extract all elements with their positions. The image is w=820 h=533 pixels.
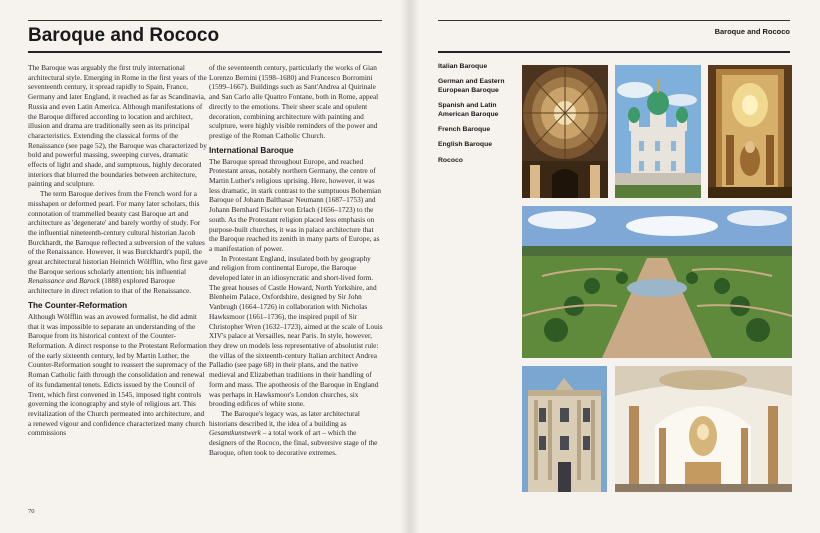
paragraph: The term Baroque derives from the French word for a misshapen or deformed pearl. For many later scholars, this connotation of trammelled beauty cast Baroque art and architecture as 'degenerate' and barely worthy of study. For the influential nineteenth-century cultural historian Jacob Burckhardt, the Baroque reflected a subversion of the values of the Renaissance. However, it was Burckhardt's pupil, the great architectural historian Heinrich Wölfflin, who first gave the Baroque serious scholarly attention; his influential Renaissance and Barock (1888) explored Baroque architecture in direct relation to that of the Renaissance.	[28, 189, 208, 296]
running-head: Baroque and Rococo	[714, 27, 790, 36]
term-gesamtkunstwerk: Gesamtkunstwerk	[209, 428, 261, 438]
church-exterior-photo	[615, 65, 701, 198]
section-heading-counter-reformation: The Counter-Reformation	[28, 300, 128, 310]
nav-item-rococo[interactable]: Rococo	[438, 156, 463, 164]
palace-facade-photo	[522, 366, 607, 492]
gilded-altar-photo	[708, 65, 792, 198]
book-title: Renaissance and Barock	[28, 276, 100, 286]
text-column-1	[28, 63, 208, 438]
nav-item-french-baroque[interactable]: French Baroque	[438, 126, 491, 134]
text-column-2	[209, 63, 383, 457]
paragraph: In Protestant England, insulated both by geography and religion from continental Europe, the Baroque developed later in an idiosyncratic and short-lived form. The great houses of Castle Howard, North Yorkshire, and Blenheim Palace, Oxfordshire, designed by Sir John Vanbrugh (1664–1726) in collaboration with Nicholas Hawksmoor (1661–1736), the inspired pupil of Sir Christopher Wren (1632–1723), aimed at the scale of Louis XIV's palace at Versailles, near Paris. In style, however, they drew on models less representative of absolutist rule: the villas of the sixteenth-century Italian architect Andrea Palladio (see page 68) in their plans, and the native medieval and Elizabethan traditions in their handling of form and mass. The apotheosis of the Baroque in England was perhaps in Hawksmoor's London churches, six brooding edifices of white stone.	[209, 253, 383, 409]
title-rule	[28, 51, 382, 53]
section-heading-international-baroque: International Baroque	[209, 145, 294, 155]
chapter-nav	[438, 63, 518, 172]
nav-item-spanish-baroque[interactable]: Spanish and Latin American Baroque	[438, 102, 499, 118]
rococo-interior-photo	[615, 366, 792, 492]
nav-item-english-baroque[interactable]: English Baroque	[438, 141, 493, 149]
page-title: Baroque and Rococo	[28, 25, 220, 46]
paragraph: The Baroque's legacy was, as later architectural historians described it, the idea of a building as Gesamtkunstwerk – a total work of art – which the designers of the Rococo, the final, subversive stage of the Baroque, often took to decorative extremes.	[209, 408, 378, 457]
right-page	[410, 0, 820, 533]
book-gutter	[400, 0, 420, 533]
paragraph: The Baroque was arguably the first truly international architectural style. Emerging in Rome in the first years of the seventeenth century, it spread rapidly to Spain, France, Germany and later England, it reached as far as Scandinavia, Russia and even Latin America. Although manifestations of the Baroque differed according to location and architect, illusion and drama are traditionally seen as its principal characteristics. Extending the classical forms of the Renaissance (see page 52), the Baroque was characterized by bold and powerful massing, sweeping curves, dramatic effects of light and shade, and sumptuous, highly decorated interiors that blurred the boundaries between architecture, painting and sculpture.	[28, 63, 207, 189]
nav-item-italian-baroque[interactable]: Italian Baroque	[438, 63, 488, 70]
header-rule	[438, 51, 790, 53]
paragraph: Although Wölfflin was an avowed formalist, he did admit that it was impossible to separate an understanding of the Baroque from its historical context of the Counter-Reformation. A direct response to the Protestant Reformation of the early sixteenth century, led by Martin Luther, the Counter-Reformation sought to reassert the supremacy of the Roman Catholic faith through the consolidation and renewal of its fundamental tenets. Edicts issued by the Council of Trent, which first convened in 1545, imposed tight controls governing the iconography and style of religious art. This revitalization of the Church permeated into architecture, and a renewed vigour and confidence characterized many church commissions	[28, 311, 207, 438]
top-rule	[438, 20, 790, 21]
dome-interior-photo	[522, 65, 608, 198]
formal-garden-photo	[522, 206, 792, 358]
page-number: 70	[28, 508, 35, 515]
top-rule	[28, 20, 382, 21]
paragraph: of the seventeenth century, particularly the works of Gian Lorenzo Bernini (1598–1680) and Francesco Borromini (1599–1667). Buildings such as Sant'Andrea al Quirinale and San Carlo alle Quattro Fontane, both in Rome, appeal directly to the emotions. Their sheer scale and opulent decoration, combining architecture with painting and sculpture, were highly visible reminders of the power and prestige of the Roman Catholic Church.	[209, 63, 379, 140]
nav-item-german-baroque[interactable]: German and Eastern European Baroque	[438, 78, 505, 94]
paragraph: The Baroque spread throughout Europe, and reached Protestant areas, notably northern Germany, the centre of Martin Luther's religious uprising. Here, however, it was less dramatic, in stark contrast to the sumptuous Bohemian Baroque of Johann Balthasar Neumann (1687–1753) and Johann Bernhard Fischer von Erlach (1656–1723) to the south. As the Protestant religion placed less emphasis on purpose-built churches, it was in palace architecture that the Baroque reached its zenith in many parts of Europe, as a manifestation of power.	[209, 156, 382, 253]
